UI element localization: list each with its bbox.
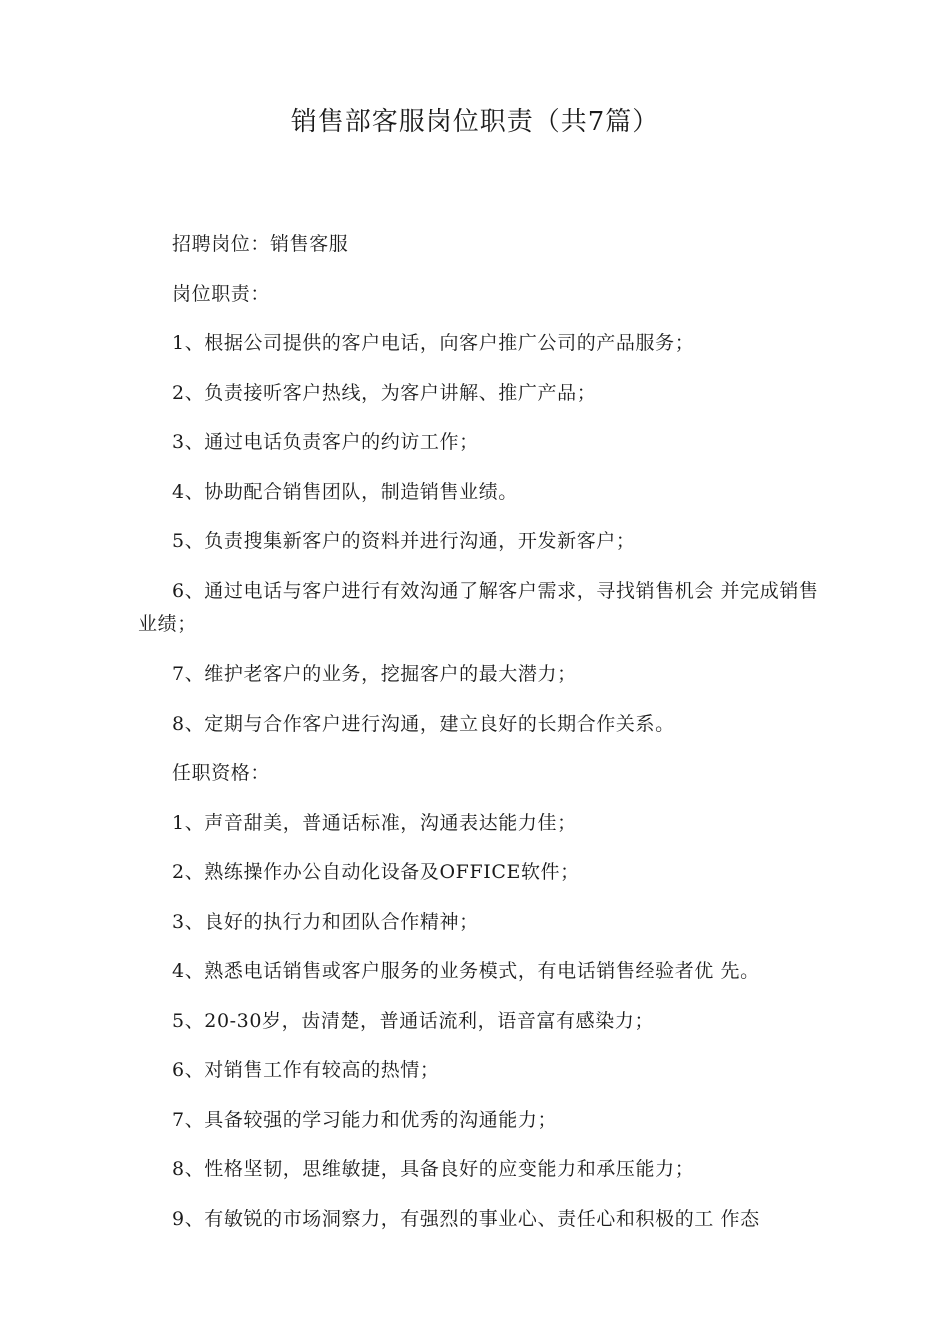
qualification-item-1: 1、声音甜美，普通话标准，沟通表达能力佳； (172, 811, 577, 834)
duties-heading: 岗位职责： (172, 282, 271, 305)
duty-item-6: 6、通过电话与客户进行有效沟通了解客户需求，寻找销售机会 并完成销售业绩； (138, 579, 819, 635)
duty-item-2: 2、负责接听客户热线，为客户讲解、推广产品； (172, 381, 597, 404)
qualification-item-5: 5、20-30岁，齿清楚，普通话流利，语音富有感染力； (172, 1009, 655, 1032)
qualification-item-2: 2、熟练操作办公自动化设备及OFFICE软件； (172, 861, 580, 883)
qualifications-heading: 任职资格： (172, 762, 271, 784)
qualification-item-4: 4、熟悉电话销售或客户服务的业务模式，有电话销售经验者优 先。 (172, 960, 760, 982)
duty-item-7: 7、维护老客户的业务，挖掘客户的最大潜力； (172, 663, 577, 685)
recruit-position-line: 招聘岗位：销售客服 (172, 233, 349, 255)
duty-item-4: 4、协助配合销售团队，制造销售业绩。 (172, 480, 518, 503)
duty-item-1: 1、根据公司提供的客户电话，向客户推广公司的产品服务； (172, 332, 695, 354)
duty-item-5: 5、负责搜集新客户的资料并进行沟通，开发新客户； (172, 530, 636, 552)
qualification-item-9: 9、有敏锐的市场洞察力，有强烈的事业心、责任心和积极的工 作态 (172, 1207, 760, 1230)
qualification-item-7: 7、具备较强的学习能力和优秀的沟通能力； (172, 1108, 558, 1131)
document-body (138, 228, 828, 1252)
duty-item-8: 8、定期与合作客户进行沟通，建立良好的长期合作关系。 (172, 712, 675, 735)
document-title: 销售部客服岗位职责（共7篇） (290, 107, 660, 137)
duty-item-3: 3、通过电话负责客户的约访工作； (172, 431, 479, 453)
qualification-item-3: 3、良好的执行力和团队合作精神； (172, 910, 479, 933)
qualification-item-6: 6、对销售工作有较高的热情； (172, 1059, 440, 1081)
qualification-item-8: 8、性格坚韧，思维敏捷，具备良好的应变能力和承压能力； (172, 1158, 695, 1180)
